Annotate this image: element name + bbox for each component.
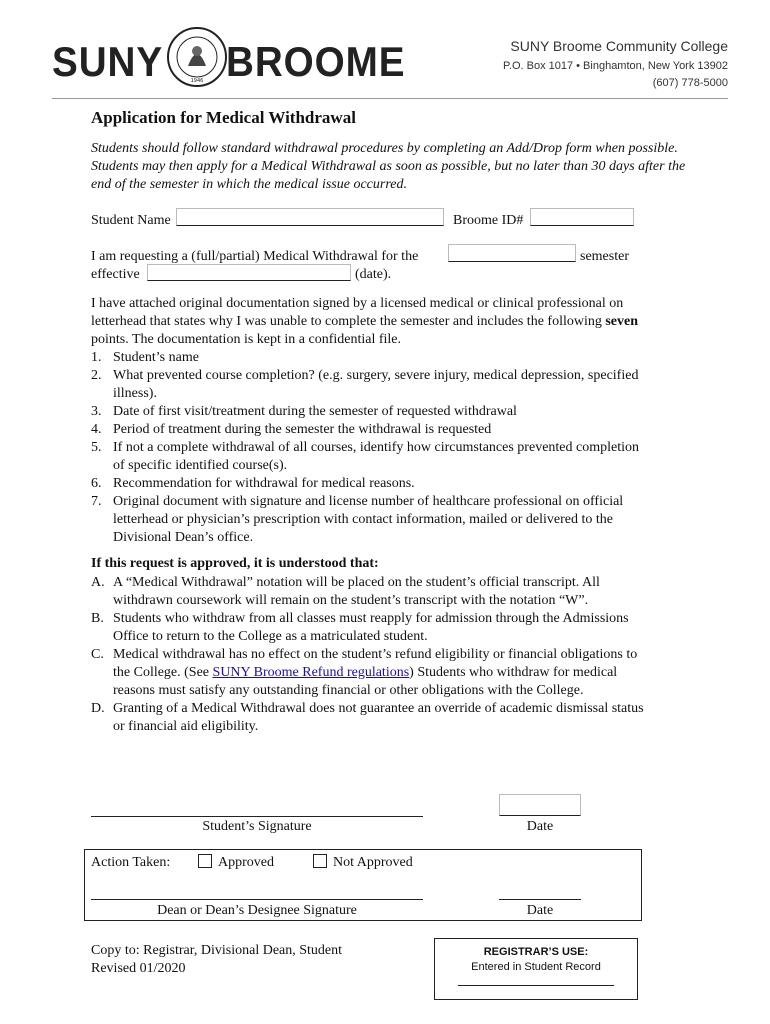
student-date-label: Date xyxy=(526,819,554,834)
logo-suny: SUNY xyxy=(52,38,164,85)
college-address: P.O. Box 1017 • Binghamton, New York 13902 xyxy=(502,60,728,72)
list-item: 6. Recommendation for withdrawal for medical reasons. xyxy=(91,476,415,491)
documentation-paragraph: I have attached original documentation signed by a licensed medical or clinical professional on letterhead that states why I was unable to complete the semester and includes the following seven points. The documentation is kept in a confidential file. xyxy=(91,296,639,347)
broome-id-field[interactable] xyxy=(530,208,634,226)
approval-heading: If this request is approved, it is understood that: xyxy=(91,556,379,571)
list-item: 5. If not a complete withdrawal of all courses, identify how circumstances prevented completion of specific identified course(s). xyxy=(91,440,639,473)
copy-to-text: Copy to: Registrar, Divisional Dean, Student xyxy=(91,943,343,958)
effective-date-field[interactable] xyxy=(147,264,351,281)
broome-id-label: Broome ID# xyxy=(453,213,524,228)
student-name-field[interactable] xyxy=(176,208,444,226)
registrar-line[interactable] xyxy=(458,985,614,986)
list-item: 2. What prevented course completion? (e.g. surgery, severe injury, medical depression, specified illness). xyxy=(91,368,639,401)
registrar-box xyxy=(434,938,638,1000)
college-name: SUNY Broome Community College xyxy=(510,38,728,54)
student-signature-line[interactable] xyxy=(91,816,423,817)
not-approved-checkbox[interactable] xyxy=(313,854,327,868)
logo-broome: BROOME xyxy=(226,38,406,85)
student-name-label: Student Name xyxy=(91,213,171,228)
seal-year: 1946 xyxy=(190,78,204,84)
date-label: (date). xyxy=(355,267,392,282)
student-signature-label: Student’s Signature xyxy=(202,819,312,834)
intro-text: Students should follow standard withdrawal procedures by completing an Add/Drop form when possible. Students may then apply for a Medical Withdrawal as soon as possible, but no later than 30 days after the end of the semester in which the medical issue occurred. xyxy=(91,141,686,192)
approved-checkbox[interactable] xyxy=(198,854,212,868)
dean-date-label: Date xyxy=(526,903,554,918)
dean-date-line[interactable] xyxy=(499,899,581,900)
refund-regulations-link[interactable]: SUNY Broome Refund regulations xyxy=(212,665,410,680)
list-item: 3. Date of first visit/treatment during the semester of requested withdrawal xyxy=(91,404,517,419)
approval-list xyxy=(91,574,651,736)
list-item: 1. Student’s name xyxy=(91,350,199,365)
page-title: Application for Medical Withdrawal xyxy=(91,108,356,127)
college-seal-icon xyxy=(166,26,228,88)
list-item: 7. Original document with signature and license number of healthcare professional on official letterhead or physician’s prescription with contact information, mailed or delivered to the Divisional Dean’s office. xyxy=(91,494,624,545)
registrar-text: Entered in Student Record xyxy=(471,961,601,973)
dean-signature-line[interactable] xyxy=(91,899,423,900)
list-item: C. Medical withdrawal has no effect on the student’s refund eligibility or financial obligations to the College. (See SUNY Broome Refund regulations) Students who withdraw for medical reasons must satisfy any outstanding financial or other obligations with the College. xyxy=(91,647,638,698)
request-text: I am requesting a (full/partial) Medical Withdrawal for the xyxy=(91,249,419,264)
college-phone: (607) 778-5000 xyxy=(652,77,728,89)
dean-signature-label: Dean or Dean’s Designee Signature xyxy=(157,903,357,918)
student-date-field[interactable] xyxy=(499,794,581,816)
list-item: B. Students who withdraw from all classes must reapply for admission through the Admissions Office to return to the College as a matriculated student. xyxy=(91,611,629,644)
semester-field[interactable] xyxy=(448,244,576,262)
registrar-heading: REGISTRAR’S USE: xyxy=(483,946,589,958)
documentation-list xyxy=(91,349,651,547)
not-approved-label: Not Approved xyxy=(333,855,413,870)
effective-label: effective xyxy=(91,267,140,282)
list-item: D. Granting of a Medical Withdrawal does not guarantee an override of academic dismissal status or financial aid eligibility. xyxy=(91,701,644,734)
list-item: 4. Period of treatment during the semester the withdrawal is requested xyxy=(91,422,492,437)
action-taken-label: Action Taken: xyxy=(91,855,171,870)
semester-label: semester xyxy=(580,249,629,264)
approved-label: Approved xyxy=(218,855,274,870)
header-divider xyxy=(52,98,728,99)
list-item: A. A “Medical Withdrawal” notation will be placed on the student’s official transcript. All withdrawn coursework will remain on the student’s transcript with the notation “W”. xyxy=(91,575,600,608)
revised-text: Revised 01/2020 xyxy=(91,961,186,976)
